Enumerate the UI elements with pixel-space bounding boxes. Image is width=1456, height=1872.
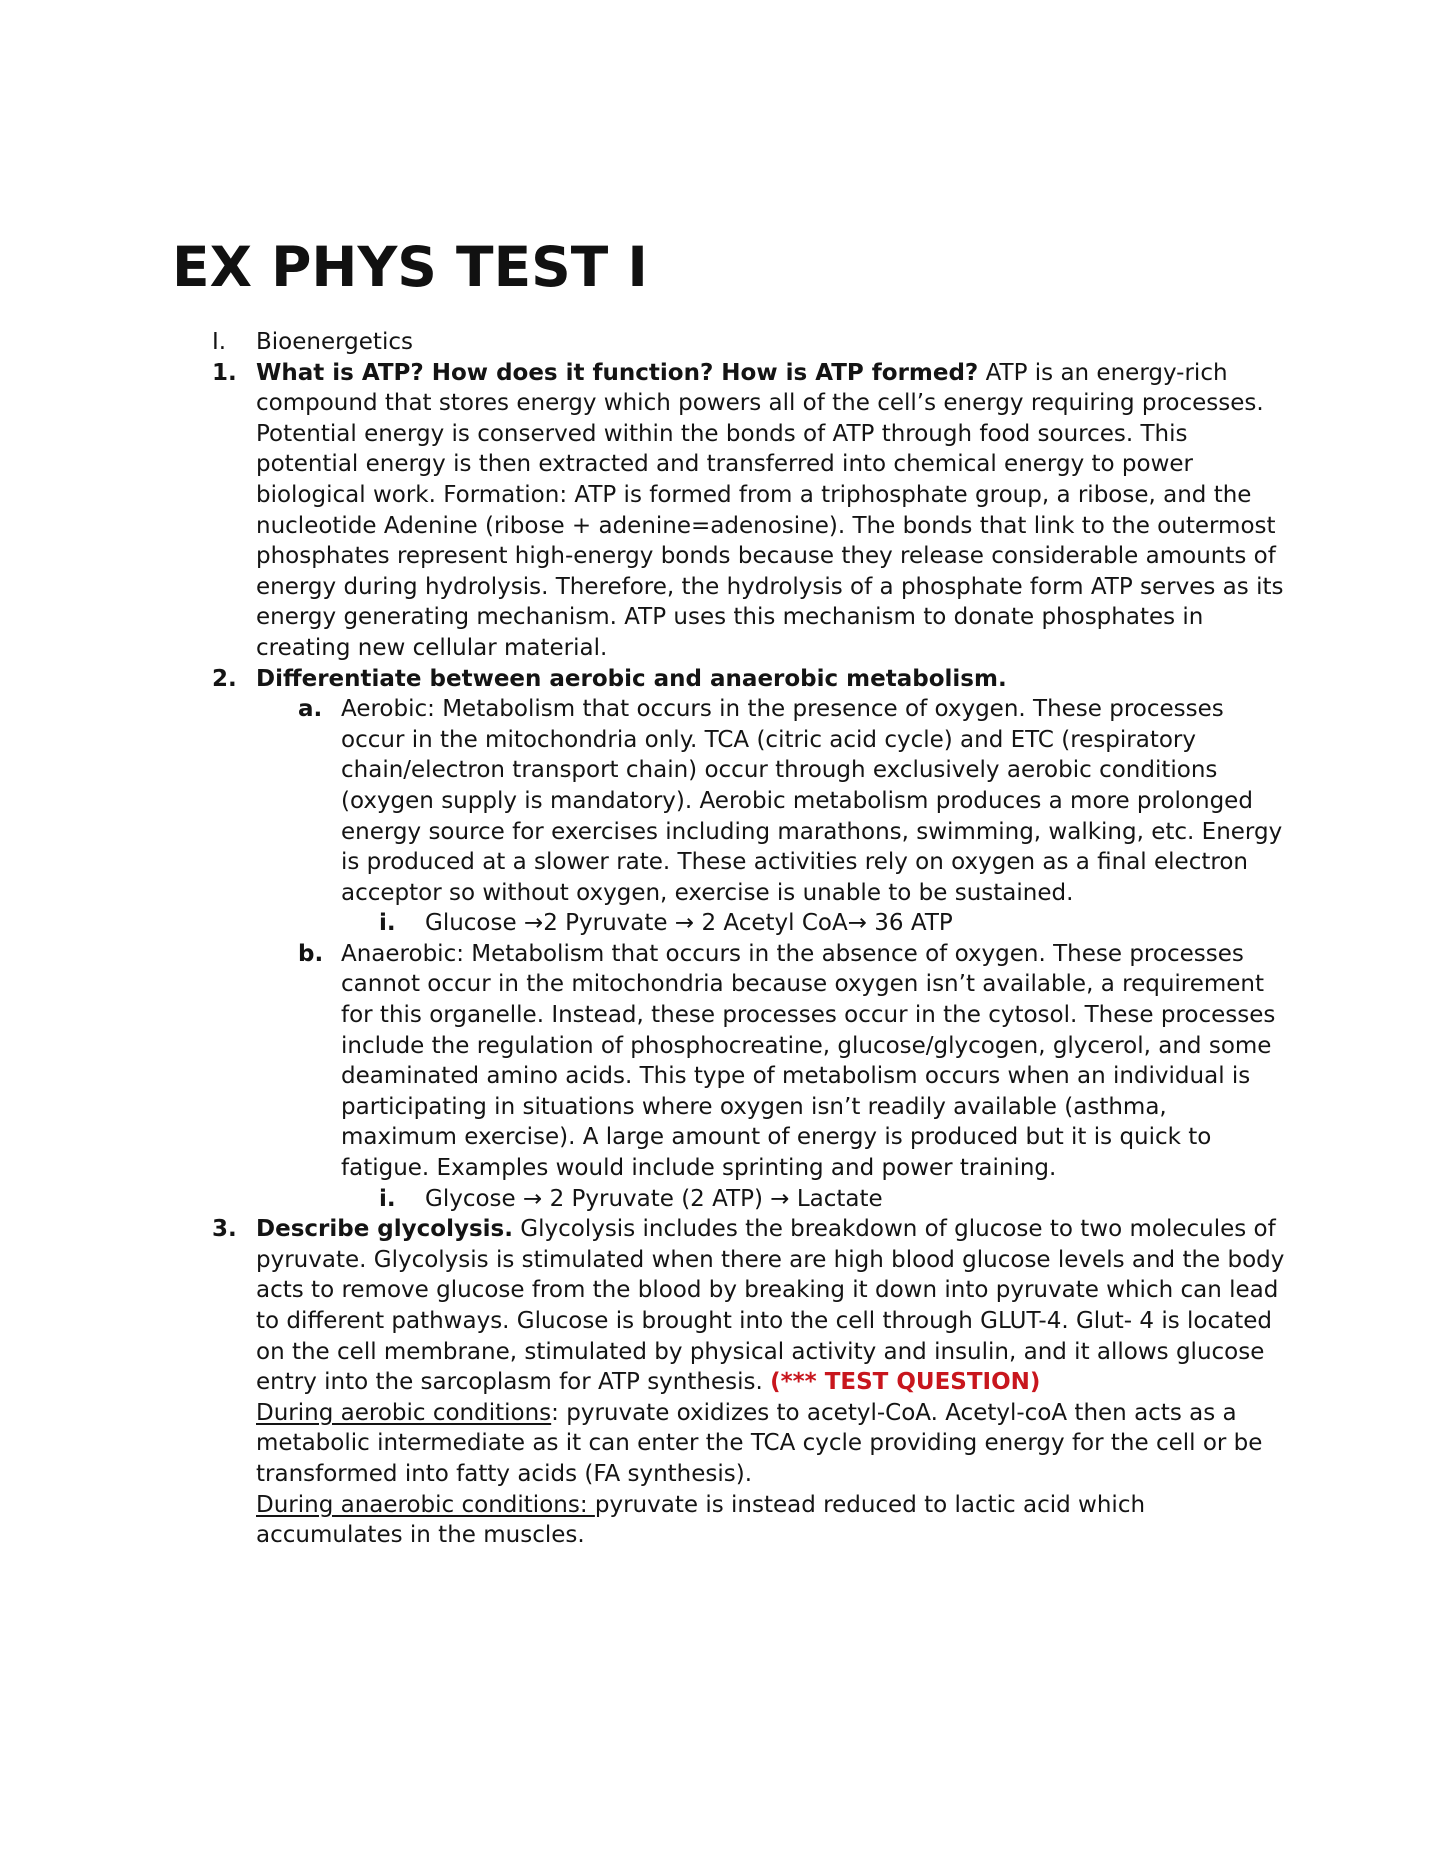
section-marker: I.: [212, 329, 227, 355]
aerobic-marker: a.: [298, 696, 323, 723]
anaerobic-conditions-text: pyruvate is instead reduced to lactic acid which accumulates in the muscles.: [256, 1491, 1146, 1549]
question-3-answer: Glycolysis includes the breakdown of glucose to two molecules of pyruvate. Glycolysis is stimulated when there are high blood glucose levels and the body acts to remove glucose from the blood by breaking it down into pyruvate which can lead to different pathways. Glucose is brought into the cell through GLUT-4. Glut- 4 is located on the cell membrane, stimulated by physical activity and insulin, and it allows glucose entry into the sarcoplasm for ATP synthesis.: [256, 1216, 1285, 1396]
anaerobic-conditions-paragraph: [256, 1490, 1286, 1551]
section-heading: [0, 327, 1456, 358]
anaerobic-conditions-label: During anaerobic conditions:: [256, 1491, 595, 1518]
document-body: [0, 327, 1456, 1551]
question-1-body: [256, 358, 1286, 664]
aerobic-conditions-label: During aerobic conditions: [256, 1399, 552, 1426]
anaerobic-pathway-marker: i.: [379, 1185, 396, 1212]
aerobic-text: Aerobic: Metabolism that occurs in the presence of oxygen. These processes occur in the mitochondria only. TCA (citric acid cycle) and ETC (respiratory chain/electron transport chain) occur through exclusively aerobic conditions (oxygen supply is mandatory). Aerobic metabolism produces a more prolonged energy source for exercises including marathons, swimming, walking, etc. Energy is produced at a slower rate. These activities rely on oxygen as a final electron acceptor so without oxygen, exercise is unable to be sustained.: [341, 696, 1283, 906]
aerobic-pathway-text: Glucose →2 Pyruvate → 2 Acetyl CoA→ 36 ATP: [425, 910, 953, 937]
question-3-body: [256, 1214, 1286, 1398]
test-question-flag: (*** TEST QUESTION): [770, 1369, 1041, 1396]
question-2: [0, 664, 1456, 695]
document-title: EX PHYS TEST I: [172, 235, 648, 299]
question-3-prompt: Describe glycolysis.: [256, 1216, 513, 1243]
aerobic-conditions-text: : pyruvate oxidizes to acetyl-CoA. Acetyl-coA then acts as a metabolic intermediate as it can enter the TCA cycle providing energy for the cell or be transformed into fatty acids (FA synthesis).: [256, 1399, 1263, 1487]
question-3: [0, 1214, 1456, 1398]
aerobic-pathway: [0, 908, 1456, 939]
question-1-prompt: What is ATP? How does it function? How is ATP formed?: [256, 359, 979, 386]
anaerobic-item: [0, 939, 1456, 1184]
question-1-answer: ATP is an energy-rich compound that stores energy which powers all of the cell’s energy requiring processes. Potential energy is conserved within the bonds of ATP through food sources. This potential energy is then extracted and transferred into chemical energy to power biological work. Formation: ATP is formed from a triphosphate group, a ribose, and the nucleotide Adenine (ribose + adenine=adenosine). The bonds that link to the outermost phosphates represent high-energy bonds because they release considerable amounts of energy during hydrolysis. Therefore, the hydrolysis of a phosphate form ATP serves as its energy generating mechanism. ATP uses this mechanism to donate phosphates in creating new cellular material.: [256, 359, 1284, 661]
section-title: Bioenergetics: [256, 329, 413, 355]
anaerobic-pathway-text: Glycose → 2 Pyruvate (2 ATP) → Lactate: [425, 1185, 883, 1212]
question-2-marker: 2.: [212, 665, 237, 692]
aerobic-conditions-paragraph: [256, 1398, 1286, 1490]
anaerobic-text: Anaerobic: Metabolism that occurs in the absence of oxygen. These processes cannot occur in the mitochondria because oxygen isn’t available, a requirement for this organelle. Instead, these processes occur in the cytosol. These processes include the regulation of phosphocreatine, glucose/glycogen, glycerol, and some deaminated amino acids. This type of metabolism occurs when an individual is participating in situations where oxygen isn’t readily available (asthma, maximum exercise). A large amount of energy is produced but it is quick to fatigue. Examples would include sprinting and power training.: [341, 940, 1276, 1182]
aerobic-pathway-marker: i.: [379, 910, 396, 937]
aerobic-item: [0, 694, 1456, 908]
question-2-prompt: Differentiate between aerobic and anaerobic metabolism.: [256, 665, 1007, 692]
question-1-marker: 1.: [212, 359, 237, 386]
question-3-marker: 3.: [212, 1216, 237, 1243]
anaerobic-pathway: [0, 1184, 1456, 1215]
question-1: [0, 358, 1456, 664]
anaerobic-marker: b.: [298, 940, 324, 967]
